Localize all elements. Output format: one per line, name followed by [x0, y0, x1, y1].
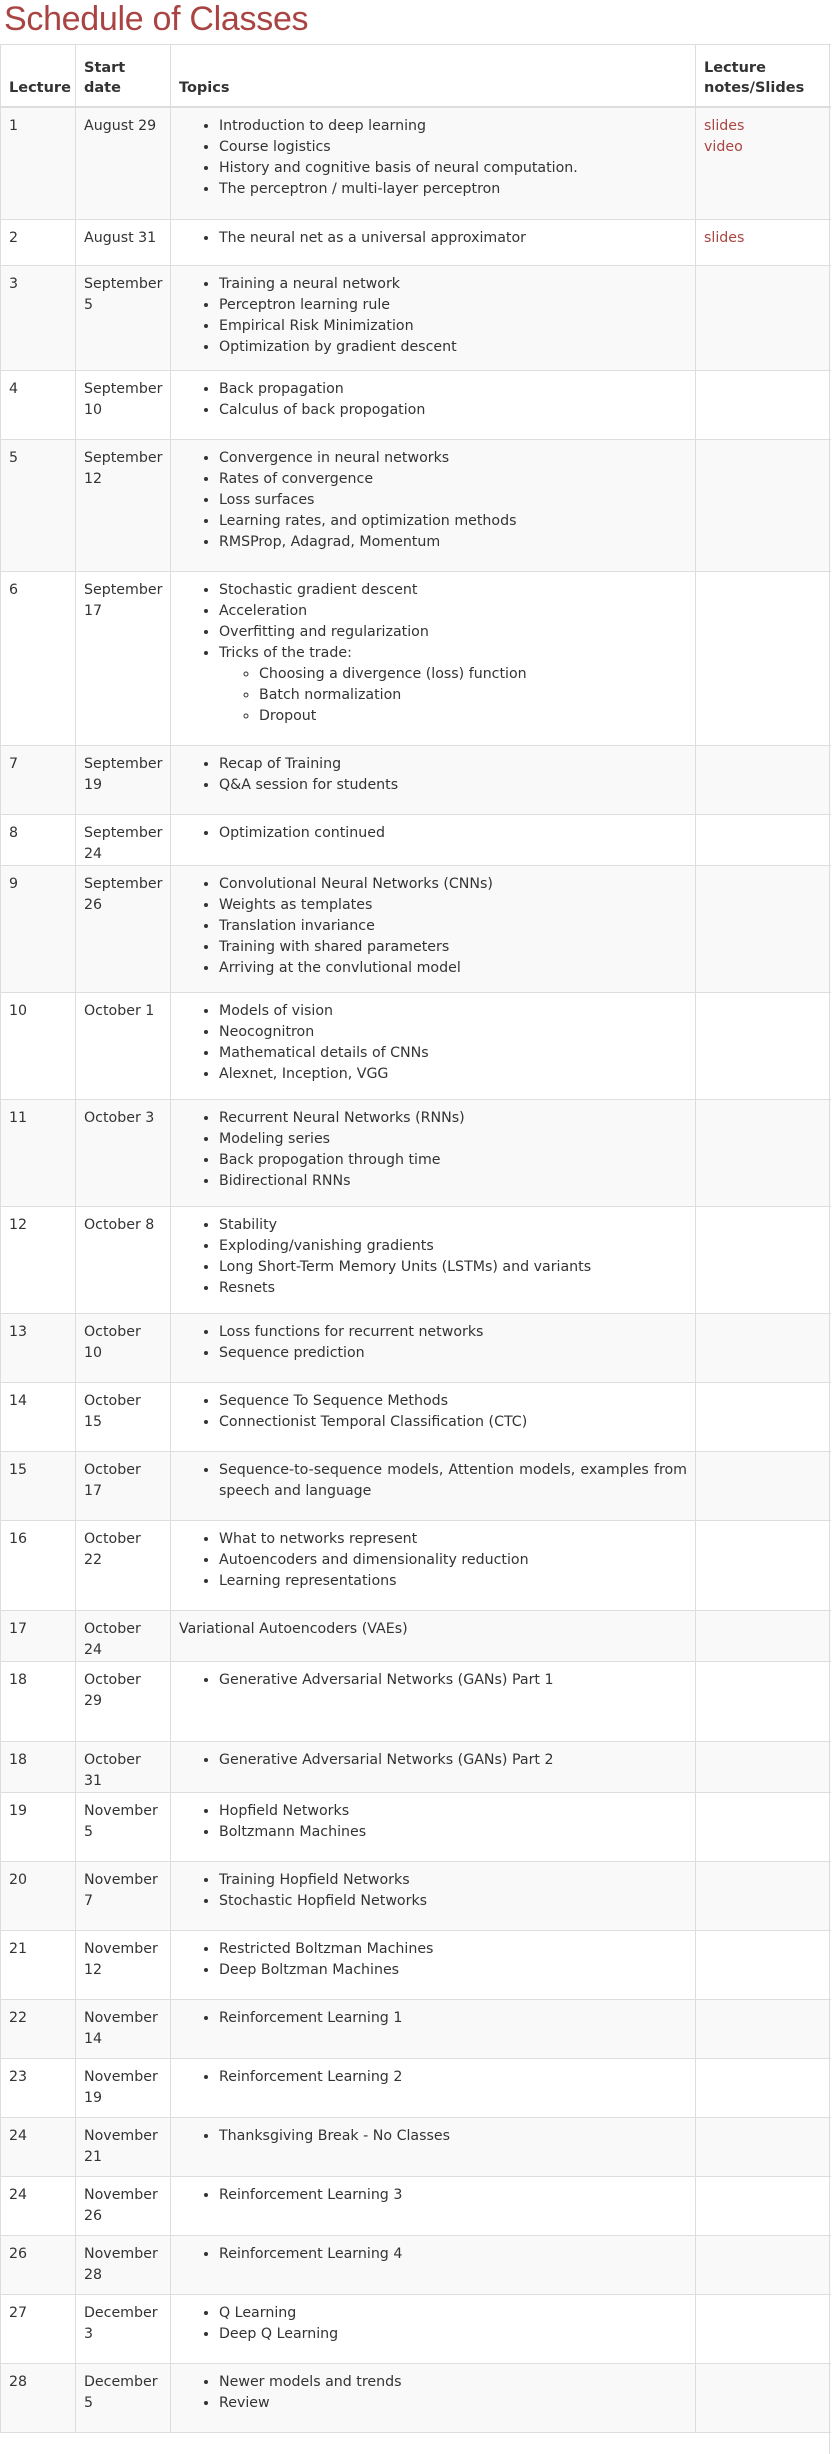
lecture-number: 17: [1, 1611, 76, 1662]
notes-cell: [696, 2000, 831, 2059]
notes-cell: [696, 107, 831, 220]
topics-cell: [171, 266, 696, 371]
notes-cell: [696, 220, 831, 266]
video-link[interactable]: video: [704, 138, 743, 155]
lecture-number: 2: [1, 220, 76, 266]
header-row: [1, 45, 831, 107]
notes-cell: [696, 1314, 831, 1383]
notes-cell: [696, 1662, 831, 1742]
subtopic-list: [219, 664, 687, 727]
start-date: September 12: [76, 440, 171, 572]
start-date: October 1: [76, 993, 171, 1100]
table-row: [1, 1452, 831, 1521]
table-right-border: [829, 44, 830, 2454]
topic-item: • RMSProp, Adagrad, Momentum: [219, 532, 687, 553]
start-date: October 8: [76, 1207, 171, 1314]
topic-item: • Sequence-to-sequence models, Attention models, examples from speech and language: [219, 1460, 687, 1502]
topic-item: • Empirical Risk Minimization: [219, 316, 687, 337]
start-date: November 14: [76, 2000, 171, 2059]
topic-item: • The perceptron / multi-layer perceptron: [219, 179, 687, 200]
topic-list: [179, 448, 687, 553]
table-row: [1, 1862, 831, 1931]
lecture-number: 8: [1, 815, 76, 866]
topic-item: • Alexnet, Inception, VGG: [219, 1064, 687, 1085]
topic-item: • Course logistics: [219, 137, 687, 158]
notes-cell: [696, 2177, 831, 2236]
notes-cell: [696, 746, 831, 815]
topic-item: • Overfitting and regularization: [219, 622, 687, 643]
topic-item-text: Tricks of the trade:: [219, 645, 352, 661]
start-date: November 12: [76, 1931, 171, 2000]
topic-item: • Optimization by gradient descent: [219, 337, 687, 358]
topic-item: • Optimization continued: [219, 823, 687, 844]
header-lecture: Lecture: [1, 45, 76, 107]
topic-item: • Calculus of back propogation: [219, 400, 687, 421]
topic-item: • Reinforcement Learning 2: [219, 2067, 687, 2088]
start-date: September 5: [76, 266, 171, 371]
lecture-number: 13: [1, 1314, 76, 1383]
start-date: October 17: [76, 1452, 171, 1521]
start-date: September 19: [76, 746, 171, 815]
topic-list: [179, 1391, 687, 1433]
topic-list: [179, 2185, 687, 2206]
topics-cell: [171, 440, 696, 572]
table-row: [1, 815, 831, 866]
notes-cell: [696, 1931, 831, 2000]
table-row: [1, 440, 831, 572]
header-start-date: Start date: [76, 45, 171, 107]
lecture-number: 5: [1, 440, 76, 572]
topic-item: • Learning representations: [219, 1571, 687, 1592]
topic-item: • Autoencoders and dimensionality reduction: [219, 1550, 687, 1571]
header-topics: Topics: [171, 45, 696, 107]
topics-cell: [171, 107, 696, 220]
start-date: October 10: [76, 1314, 171, 1383]
topics-cell: [171, 866, 696, 993]
topics-cell: [171, 1100, 696, 1207]
topics-cell: [171, 746, 696, 815]
lecture-number: 12: [1, 1207, 76, 1314]
topic-list: [179, 379, 687, 421]
topic-item: • Exploding/vanishing gradients: [219, 1236, 687, 1257]
notes-cell: [696, 266, 831, 371]
topic-item: • Restricted Boltzman Machines: [219, 1939, 687, 1960]
topic-item: • Weights as templates: [219, 895, 687, 916]
topics-cell: [171, 2295, 696, 2364]
notes-cell: [696, 993, 831, 1100]
topic-list: [179, 754, 687, 796]
table-row: [1, 1931, 831, 2000]
topics-cell: [171, 2059, 696, 2118]
topic-item: • Arriving at the convlutional model: [219, 958, 687, 979]
slides-link[interactable]: slides: [704, 117, 745, 134]
notes-cell: [696, 1862, 831, 1931]
start-date: December 5: [76, 2364, 171, 2433]
topic-item: • Newer models and trends: [219, 2372, 687, 2393]
lecture-number: 24: [1, 2177, 76, 2236]
topic-item: • Learning rates, and optimization methods: [219, 511, 687, 532]
start-date: November 7: [76, 1862, 171, 1931]
topic-list: [179, 2244, 687, 2265]
topic-item: • Loss functions for recurrent networks: [219, 1322, 687, 1343]
lecture-number: 19: [1, 1793, 76, 1862]
topics-cell: [171, 1314, 696, 1383]
table-row: [1, 2364, 831, 2433]
topic-item: • Back propogation through time: [219, 1150, 687, 1171]
topic-item: • What to networks represent: [219, 1529, 687, 1550]
topics-cell: [171, 2364, 696, 2433]
lecture-number: 22: [1, 2000, 76, 2059]
topic-list: [179, 2303, 687, 2345]
start-date: October 3: [76, 1100, 171, 1207]
topic-list: [179, 1460, 687, 1502]
lecture-number: 21: [1, 1931, 76, 2000]
topic-item: • Resnets: [219, 1278, 687, 1299]
topic-item: • Training Hopfield Networks: [219, 1870, 687, 1891]
topic-item: • Q Learning: [219, 2303, 687, 2324]
topic-item: • Rates of convergence: [219, 469, 687, 490]
topic-item: • Training with shared parameters: [219, 937, 687, 958]
topic-item: • Reinforcement Learning 4: [219, 2244, 687, 2265]
topics-cell: [171, 993, 696, 1100]
lecture-number: 10: [1, 993, 76, 1100]
notes-cell: [696, 1793, 831, 1862]
notes-cell: [696, 2236, 831, 2295]
lecture-number: 16: [1, 1521, 76, 1611]
topic-item: • Loss surfaces: [219, 490, 687, 511]
lecture-number: 4: [1, 371, 76, 440]
topic-item: • Reinforcement Learning 1: [219, 2008, 687, 2029]
start-date: October 24: [76, 1611, 171, 1662]
notes-cell: [696, 572, 831, 746]
topics-cell: [171, 1931, 696, 2000]
notes-cell: [696, 1383, 831, 1452]
topic-list: [179, 228, 687, 249]
start-date: November 5: [76, 1793, 171, 1862]
topic-list: [179, 580, 687, 727]
lecture-number: 18: [1, 1742, 76, 1793]
topic-list: [179, 1108, 687, 1192]
start-date: August 31: [76, 220, 171, 266]
topic-list: [179, 1801, 687, 1843]
topic-list: [179, 274, 687, 358]
topic-item: • Training a neural network: [219, 274, 687, 295]
table-row: [1, 746, 831, 815]
table-row: [1, 2000, 831, 2059]
table-row: [1, 220, 831, 266]
topic-item: • Stochastic gradient descent: [219, 580, 687, 601]
topic-list: [179, 1750, 687, 1771]
notes-cell: [696, 2059, 831, 2118]
page-title: Schedule of Classes: [4, 0, 309, 38]
lecture-number: 23: [1, 2059, 76, 2118]
topic-item: • Generative Adversarial Networks (GANs) Part 2: [219, 1750, 687, 1771]
topic-list: [179, 823, 687, 844]
table-row: [1, 2059, 831, 2118]
topic-item: • Translation invariance: [219, 916, 687, 937]
topics-cell: [171, 371, 696, 440]
topic-item: • Review: [219, 2393, 687, 2414]
topic-item: • Models of vision: [219, 1001, 687, 1022]
notes-cell: [696, 440, 831, 572]
topic-item: [219, 643, 687, 727]
topic-list: [179, 1670, 687, 1691]
schedule-table: [0, 44, 831, 2433]
notes-cell: [696, 1100, 831, 1207]
topic-item: • Deep Boltzman Machines: [219, 1960, 687, 1981]
topic-item: • Acceleration: [219, 601, 687, 622]
start-date: September 17: [76, 572, 171, 746]
topic-item: • Deep Q Learning: [219, 2324, 687, 2345]
table-row: [1, 107, 831, 220]
table-row: [1, 1662, 831, 1742]
lecture-number: 18: [1, 1662, 76, 1742]
subtopic-item: ◦ Batch normalization: [259, 685, 687, 706]
lecture-number: 28: [1, 2364, 76, 2433]
notes-cell: [696, 866, 831, 993]
table-row: [1, 1521, 831, 1611]
topic-list: [179, 1529, 687, 1592]
topic-list: [179, 1001, 687, 1085]
topics-cell: [171, 1521, 696, 1611]
topic-list: [179, 1870, 687, 1912]
topic-item: • Convolutional Neural Networks (CNNs): [219, 874, 687, 895]
lecture-number: 24: [1, 2118, 76, 2177]
topics-cell: [171, 1207, 696, 1314]
start-date: August 29: [76, 107, 171, 220]
subtopic-item: ◦ Dropout: [259, 706, 687, 727]
topic-item: • Generative Adversarial Networks (GANs) Part 1: [219, 1670, 687, 1691]
table-row: [1, 993, 831, 1100]
table-row: [1, 2177, 831, 2236]
notes-cell: [696, 1611, 831, 1662]
table-row: [1, 2236, 831, 2295]
start-date: October 29: [76, 1662, 171, 1742]
lecture-number: 3: [1, 266, 76, 371]
lecture-number: 14: [1, 1383, 76, 1452]
topics-cell: [171, 1793, 696, 1862]
topic-item: • Introduction to deep learning: [219, 116, 687, 137]
lecture-number: 9: [1, 866, 76, 993]
topic-list: [179, 2067, 687, 2088]
topic-item: • History and cognitive basis of neural computation.: [219, 158, 687, 179]
start-date: September 26: [76, 866, 171, 993]
slides-link[interactable]: slides: [704, 230, 745, 246]
topics-cell: [171, 2236, 696, 2295]
topic-item: • Boltzmann Machines: [219, 1822, 687, 1843]
topic-item: • Recurrent Neural Networks (RNNs): [219, 1108, 687, 1129]
table-row: [1, 1314, 831, 1383]
topics-cell: [171, 1862, 696, 1931]
topics-cell: [171, 815, 696, 866]
topics-cell: [171, 1452, 696, 1521]
start-date: September 10: [76, 371, 171, 440]
topics-cell: [171, 2177, 696, 2236]
topic-list: [179, 1322, 687, 1364]
table-row: [1, 1383, 831, 1452]
header-notes: Lecture notes/Slides: [696, 45, 831, 107]
start-date: November 21: [76, 2118, 171, 2177]
topic-item: • Reinforcement Learning 3: [219, 2185, 687, 2206]
topics-cell: [171, 2118, 696, 2177]
lecture-number: 15: [1, 1452, 76, 1521]
table-row: [1, 266, 831, 371]
topic-item: • Hopfield Networks: [219, 1801, 687, 1822]
lecture-number: 26: [1, 2236, 76, 2295]
topic-list: [179, 2126, 687, 2147]
topic-item: • Stability: [219, 1215, 687, 1236]
subtopic-item: ◦ Choosing a divergence (loss) function: [259, 664, 687, 685]
start-date: October 22: [76, 1521, 171, 1611]
topic-item: • Long Short-Term Memory Units (LSTMs) and variants: [219, 1257, 687, 1278]
start-date: October 31: [76, 1742, 171, 1793]
topics-cell: [171, 1662, 696, 1742]
start-date: September 24: [76, 815, 171, 866]
notes-cell: [696, 2364, 831, 2433]
start-date: December 3: [76, 2295, 171, 2364]
start-date: October 15: [76, 1383, 171, 1452]
notes-cell: [696, 2118, 831, 2177]
topics-cell: [171, 2000, 696, 2059]
topic-list: [179, 116, 687, 200]
table-row: [1, 1611, 831, 1662]
topic-item: • Stochastic Hopfield Networks: [219, 1891, 687, 1912]
lecture-number: 11: [1, 1100, 76, 1207]
topics-cell: [171, 220, 696, 266]
topic-item: • Bidirectional RNNs: [219, 1171, 687, 1192]
start-date: November 28: [76, 2236, 171, 2295]
table-row: [1, 1742, 831, 1793]
topics-cell: Variational Autoencoders (VAEs): [171, 1611, 696, 1662]
topic-list: [179, 1215, 687, 1299]
topic-item: • Q&A session for students: [219, 775, 687, 796]
topic-item: • Neocognitron: [219, 1022, 687, 1043]
lecture-number: 20: [1, 1862, 76, 1931]
topic-item: • Modeling series: [219, 1129, 687, 1150]
table-row: [1, 1793, 831, 1862]
table-row: [1, 572, 831, 746]
topic-item: • Back propagation: [219, 379, 687, 400]
topic-item: • The neural net as a universal approximator: [219, 228, 687, 249]
topic-item: • Connectionist Temporal Classification (CTC): [219, 1412, 687, 1433]
table-row: [1, 1207, 831, 1314]
topics-cell: [171, 1383, 696, 1452]
notes-cell: [696, 815, 831, 866]
topics-cell: [171, 1742, 696, 1793]
notes-cell: [696, 1742, 831, 1793]
topic-item: • Sequence To Sequence Methods: [219, 1391, 687, 1412]
table-row: [1, 866, 831, 993]
notes-cell: [696, 1452, 831, 1521]
start-date: November 26: [76, 2177, 171, 2236]
table-row: [1, 2295, 831, 2364]
notes-cell: [696, 1521, 831, 1611]
topic-item: • Thanksgiving Break - No Classes: [219, 2126, 687, 2147]
topic-item: • Convergence in neural networks: [219, 448, 687, 469]
topic-item: • Recap of Training: [219, 754, 687, 775]
notes-cell: [696, 1207, 831, 1314]
topics-cell: [171, 572, 696, 746]
topic-list: [179, 2008, 687, 2029]
schedule-body: [1, 107, 831, 2433]
topic-item: • Sequence prediction: [219, 1343, 687, 1364]
lecture-number: 7: [1, 746, 76, 815]
notes-cell: [696, 371, 831, 440]
lecture-number: 27: [1, 2295, 76, 2364]
topic-list: [179, 2372, 687, 2414]
start-date: November 19: [76, 2059, 171, 2118]
table-row: [1, 2118, 831, 2177]
table-row: [1, 371, 831, 440]
notes-cell: [696, 2295, 831, 2364]
topic-list: [179, 1939, 687, 1981]
lecture-number: 1: [1, 107, 76, 220]
topic-item: • Perceptron learning rule: [219, 295, 687, 316]
topic-item: • Mathematical details of CNNs: [219, 1043, 687, 1064]
topic-list: [179, 874, 687, 979]
table-row: [1, 1100, 831, 1207]
lecture-number: 6: [1, 572, 76, 746]
